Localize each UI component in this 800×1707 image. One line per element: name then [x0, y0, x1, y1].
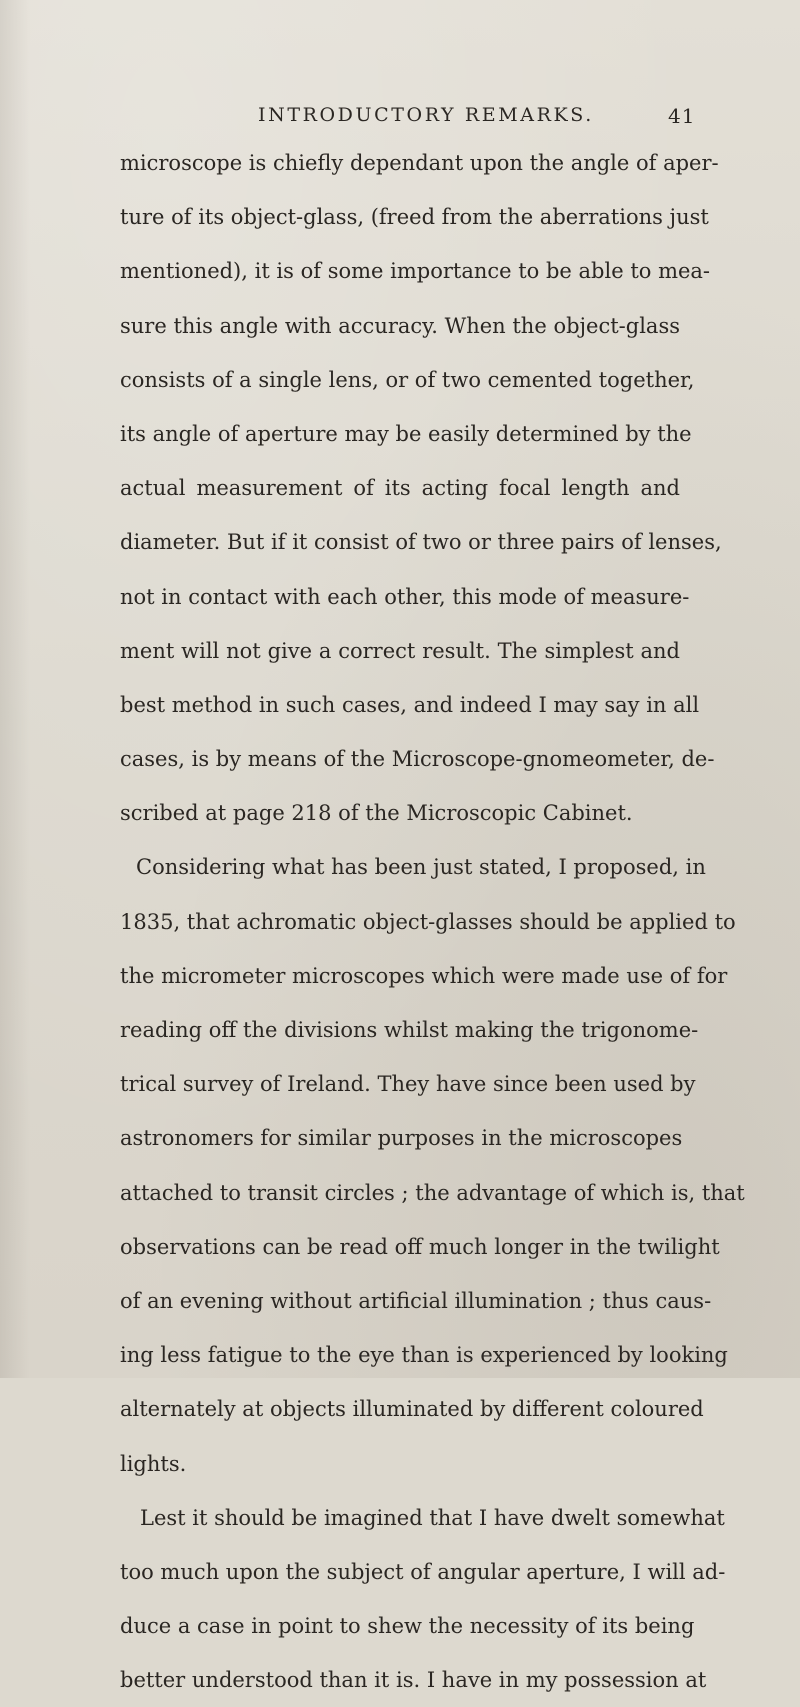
text-line: alternately at objects illuminated by different coloured	[120, 1397, 704, 1422]
text-line: attached to transit circles ; the advantage of which is, that	[120, 1180, 745, 1205]
text-line: reading off the divisions whilst making the trigonome-	[120, 1018, 699, 1042]
text-line: ture of its object-glass, (freed from the aberrations just	[120, 205, 709, 230]
text-line: scribed at page 218 of the Microscopic Cabinet.	[120, 801, 633, 826]
text-line: duce a case in point to shew the necessity of its being	[120, 1614, 695, 1639]
text-line: mentioned), it is of some importance to be able to mea-	[120, 259, 711, 284]
text-line: sure this angle with accuracy. When the object-glass	[120, 313, 680, 338]
text-line: better understood than it is. I have in my possession at	[120, 1668, 707, 1693]
text-line: 1835, that achromatic object-glasses should be applied to	[120, 909, 736, 934]
text-line: trical survey of Ireland. They have since been used by	[120, 1072, 696, 1097]
text-line: actual measurement of its acting focal length and	[120, 476, 680, 501]
text-line: cases, is by means of the Microscope-gnomeometer, de-	[120, 747, 715, 772]
text-line: observations can be read off much longer in the twilight	[120, 1234, 720, 1259]
text-line: Lest it should be imagined that I have dwelt somewhat	[140, 1505, 725, 1530]
text-line: too much upon the subject of angular aperture, I will ad-	[120, 1559, 726, 1584]
text-line: of an evening without artificial illumination ; thus caus-	[120, 1288, 712, 1313]
text-line: ment will not give a correct result. The simplest and	[120, 638, 680, 663]
text-line: not in contact with each other, this mode of measure-	[120, 584, 690, 609]
page-edge-shadow	[0, 0, 30, 1378]
text-line: astronomers for similar purposes in the microscopes	[120, 1126, 683, 1151]
running-head-title: INTRODUCTORY REMARKS.	[258, 104, 594, 126]
text-line: the micrometer microscopes which were made use of for	[120, 963, 728, 988]
text-line: ing less fatigue to the eye than is experienced by looking	[120, 1343, 728, 1368]
text-line: microscope is chiefly dependant upon the angle of aper-	[120, 151, 719, 175]
text-line: consists of a single lens, or of two cemented together,	[120, 367, 695, 392]
text-line: best method in such cases, and indeed I may say in all	[120, 692, 700, 717]
body-text	[120, 136, 745, 1707]
text-line: its angle of aperture may be easily determined by the	[120, 421, 692, 446]
page-number: 41	[668, 104, 696, 128]
text-line: lights.	[120, 1451, 187, 1476]
running-head	[0, 104, 800, 140]
text-line: Considering what has been just stated, I proposed, in	[136, 855, 706, 880]
text-line: diameter. But if it consist of two or three pairs of lenses,	[120, 530, 722, 555]
